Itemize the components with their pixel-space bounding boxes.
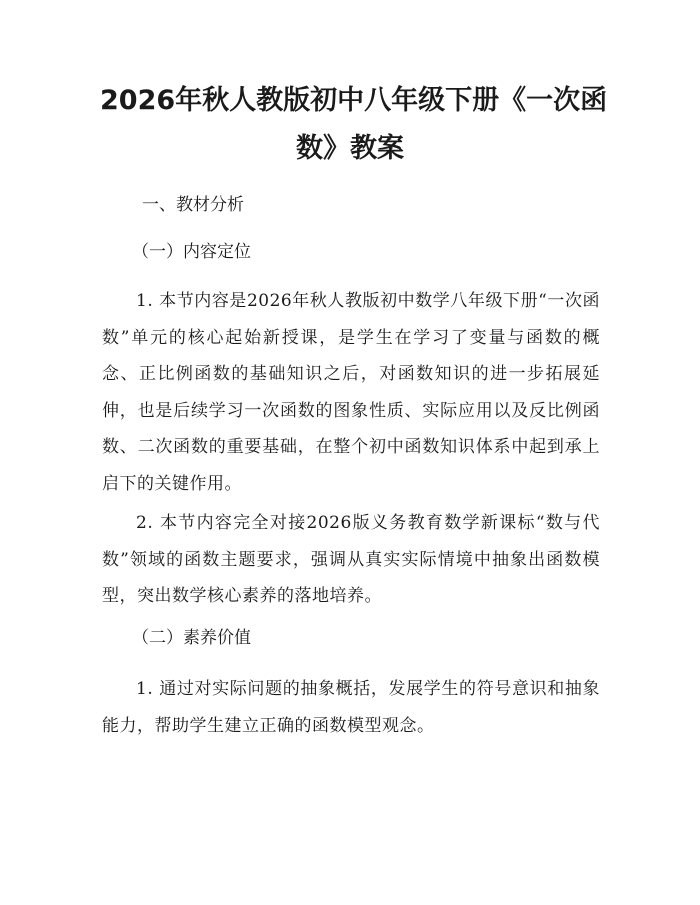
subsection-heading-content-positioning: （一）内容定位 [132,242,251,262]
paragraph-content-positioning-1: 1. 本节内容是2026年秋人教版初中数学八年级下册“一次函数”单元的核心起始新授课，是学生在学习了变量与函数的概念、正比例函数的基础知识之后，对函数知识的进一步拓展延伸，也是后续学习一次函数的图象性质、实际应用以及反比例函数、二次函数的重要基础，在整个初中函数知识体系中起到承上启下的关键作用。 [102,291,600,494]
document-title-line1: 2026年秋人教版初中八年级下册《一次函 [100,85,608,116]
subsection-heading-literacy-value: （二）素养价值 [132,628,251,648]
document-title-line2: 数》教案 [296,133,404,164]
section-heading-materials-analysis: 一、教材分析 [142,195,244,215]
paragraph-literacy-value-1: 1. 通过对实际问题的抽象概括，发展学生的符号意识和抽象能力，帮助学生建立正确的函数模型观念。 [102,679,600,736]
paragraph-content-positioning-2: 2. 本节内容完全对接2026版义务教育数学新课标“数与代数”领域的函数主题要求，强调从真实实际情境中抽象出函数模型，突出数学核心素养的落地培养。 [102,513,600,607]
